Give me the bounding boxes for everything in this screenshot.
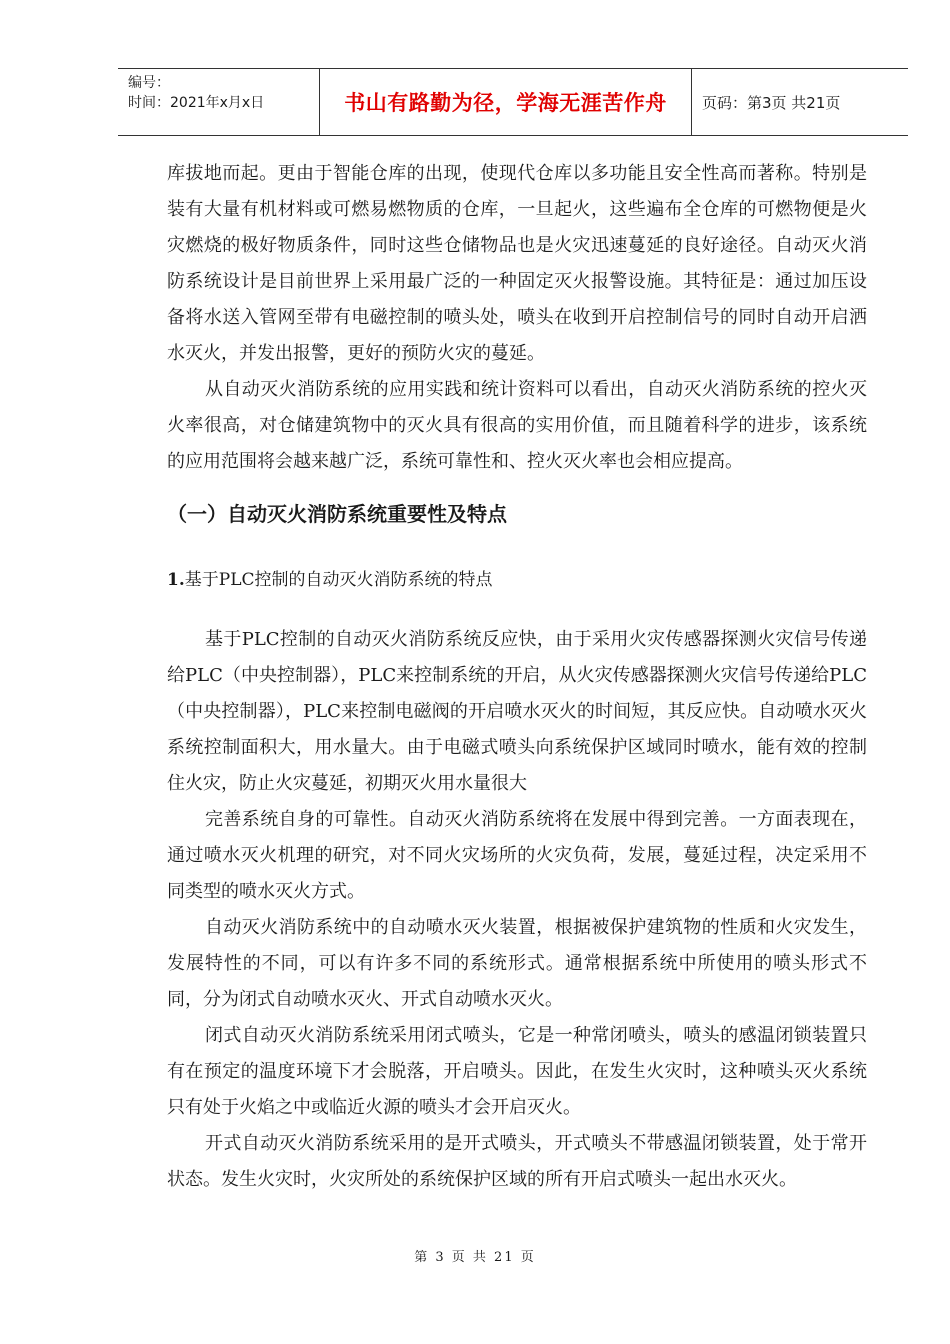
paragraph-1: 库拔地而起。更由于智能仓库的出现，使现代仓库以多功能且安全性高而著称。特别是装有大量有机材料或可燃易燃物质的仓库，一旦起火，这些遍布全仓库的可燃物便是火灾燃烧的极好物质条件，同时这些仓储物品也是火灾迅速蔓延的良好途径。自动灭火消防系统设计是目前世界上采用最广泛的一种固定灭火报警设施。其特征是：通过加压设备将水送入管网至带有电磁控制的喷头处，喷头在收到开启控制信号的同时自动开启洒水灭火，并发出报警，更好的预防火灾的蔓延。 [167,163,867,364]
page-footer: 第 3 页 共 21 页 [414,1250,536,1265]
paragraph-4: 完善系统自身的可靠性。自动灭火消防系统将在发展中得到完善。一方面表现在，通过喷水灭火机理的研究，对不同火灾场所的火灾负荷，发展，蔓延过程，决定采用不同类型的喷水灭火方式。 [167,809,867,902]
subsection-number: 1. [167,570,185,590]
page-header [118,68,908,136]
header-page-info: 页码：第3页 共21页 [702,93,841,112]
paragraph-2: 从自动灭火消防系统的应用实践和统计资料可以看出，自动灭火消防系统的控火灭火率很高，对仓储建筑物中的灭火具有很高的实用价值，而且随着科学的进步，该系统的应用范围将会越来越广泛，系统可靠性和、控火灭火率也会相应提高。 [167,379,867,472]
paragraph-7: 开式自动灭火消防系统采用的是开式喷头，开式喷头不带感温闭锁装置，处于常开状态。发生火灾时，火灾所处的系统保护区域的所有开启式喷头一起出水灭火。 [167,1133,867,1190]
header-meta [118,69,320,135]
header-motto: 书山有路勤为径，学海无涯苦作舟 [320,69,692,135]
paragraph-5: 自动灭火消防系统中的自动喷水灭火装置，根据被保护建筑物的性质和火灾发生，发展特性的不同，可以有许多不同的系统形式。通常根据系统中所使用的喷头形式不同，分为闭式自动喷水灭火、开式自动喷水灭火。 [167,917,867,1010]
section-title: （一）自动灭火消防系统重要性及特点 [167,502,507,526]
subsection-title [167,564,867,596]
subsection-title-text: 基于PLC控制的自动灭火消防系统的特点 [184,570,493,590]
serial-label: 编号： [128,75,170,91]
spacer [167,596,867,622]
paragraph-6: 闭式自动灭火消防系统采用闭式喷头，它是一种常闭喷头，喷头的感温闭锁装置只有在预定的温度环境下才会脱落，开启喷头。因此，在发生火灾时，这种喷头灭火系统只有处于火焰之中或临近火源的喷头才会开启灭火。 [167,1025,867,1118]
document-body [167,156,867,1198]
paragraph-3: 基于PLC控制的自动灭火消防系统反应快，由于采用火灾传感器探测火灾信号传递给PLC（中央控制器），PLC来控制系统的开启，从火灾传感器探测火灾信号传递给PLC（中央控制器），PLC来控制电磁阀的开启喷水灭火的时间短，其反应快。自动喷水灭火系统控制面积大，用水量大。由于电磁式喷头向系统保护区域同时喷水，能有效的控制住火灾，防止火灾蔓延，初期灭火用水量很大 [167,629,867,794]
time-label: 时间：2021年x月x日 [128,95,265,111]
